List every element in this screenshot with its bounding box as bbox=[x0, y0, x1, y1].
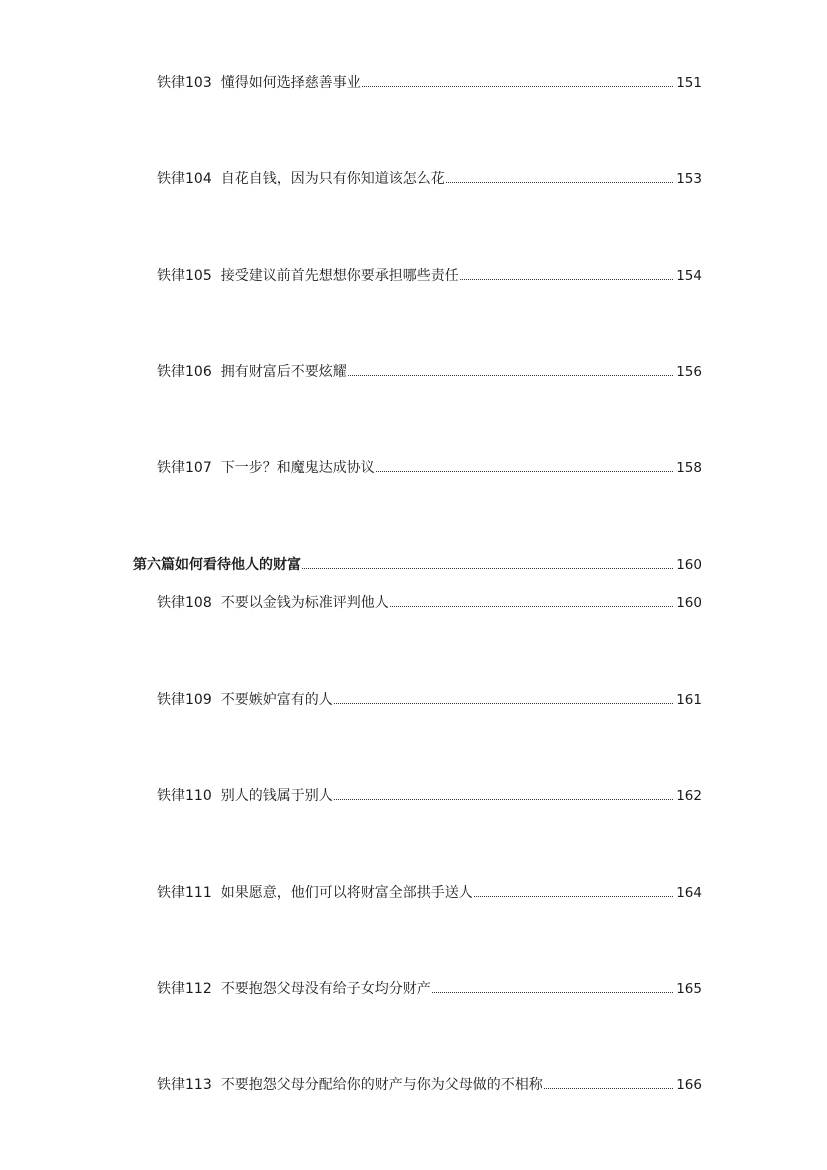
dot-leader bbox=[460, 278, 673, 280]
toc-entry-page: 164 bbox=[676, 885, 702, 901]
dot-leader bbox=[474, 895, 673, 897]
toc-entry-rule-111[interactable] bbox=[157, 883, 702, 903]
toc-entry-title: 不要抱怨父母分配给你的财产与你为父母做的不相称 bbox=[220, 1077, 543, 1093]
toc-entry-page: 158 bbox=[676, 460, 702, 476]
toc-entry-rule-105[interactable] bbox=[157, 266, 702, 286]
toc-entry-rule-106[interactable] bbox=[157, 362, 702, 382]
toc-entry-rule-112[interactable] bbox=[157, 979, 702, 999]
toc-entry-title: 接受建议前首先想想你要承担哪些责任 bbox=[220, 268, 459, 284]
toc-entry-number: 铁律105 bbox=[157, 268, 212, 284]
dot-leader bbox=[544, 1087, 673, 1089]
toc-entry-number: 铁律113 bbox=[157, 1077, 212, 1093]
toc-entry-page: 154 bbox=[676, 268, 702, 284]
dot-leader bbox=[362, 85, 673, 87]
toc-section-part-6[interactable] bbox=[133, 555, 702, 575]
dot-leader bbox=[376, 470, 673, 472]
dot-leader bbox=[390, 605, 673, 607]
toc-entry-number: 铁律109 bbox=[157, 692, 212, 708]
toc-entry-title: 拥有财富后不要炫耀 bbox=[220, 364, 347, 380]
toc-entry-number: 铁律106 bbox=[157, 364, 212, 380]
dot-leader bbox=[348, 374, 673, 376]
toc-entry-page: 151 bbox=[676, 75, 702, 91]
dot-leader bbox=[334, 798, 673, 800]
toc-entry-number: 铁律112 bbox=[157, 981, 212, 997]
toc-entry-number: 铁律108 bbox=[157, 595, 212, 611]
toc-section-title: 第六篇如何看待他人的财富 bbox=[133, 557, 301, 573]
toc-entry-rule-104[interactable] bbox=[157, 169, 702, 189]
toc-entry-title: 自花自钱，因为只有你知道该怎么花 bbox=[220, 171, 445, 187]
dot-leader bbox=[302, 567, 673, 569]
toc-entry-number: 铁律111 bbox=[157, 885, 212, 901]
toc-entry-page: 156 bbox=[676, 364, 702, 380]
toc-entry-page: 160 bbox=[676, 595, 702, 611]
toc-entry-page: 162 bbox=[676, 788, 702, 804]
toc-entry-rule-109[interactable] bbox=[157, 690, 702, 710]
toc-entry-number: 铁律107 bbox=[157, 460, 212, 476]
toc-entry-page: 160 bbox=[676, 557, 702, 573]
toc-entry-page: 153 bbox=[676, 171, 702, 187]
dot-leader bbox=[446, 181, 673, 183]
toc-entry-rule-107[interactable] bbox=[157, 458, 702, 478]
dot-leader bbox=[334, 702, 673, 704]
toc-entry-page: 166 bbox=[676, 1077, 702, 1093]
toc-entry-title: 别人的钱属于别人 bbox=[220, 788, 333, 804]
toc-entry-rule-103[interactable] bbox=[157, 73, 702, 93]
dot-leader bbox=[432, 991, 673, 993]
toc-entry-title: 不要嫉妒富有的人 bbox=[220, 692, 333, 708]
toc-entry-title: 如果愿意，他们可以将财富全部拱手送人 bbox=[220, 885, 473, 901]
toc-entry-title: 懂得如何选择慈善事业 bbox=[220, 75, 361, 91]
toc-entry-page: 165 bbox=[676, 981, 702, 997]
toc-entry-number: 铁律103 bbox=[157, 75, 212, 91]
toc-entry-title: 下一步？和魔鬼达成协议 bbox=[220, 460, 375, 476]
toc-entry-title: 不要以金钱为标准评判他人 bbox=[220, 595, 389, 611]
toc-entry-title: 不要抱怨父母没有给子女均分财产 bbox=[220, 981, 431, 997]
toc-entry-number: 铁律104 bbox=[157, 171, 212, 187]
toc-entry-rule-113[interactable] bbox=[157, 1075, 702, 1095]
toc-entry-number: 铁律110 bbox=[157, 788, 212, 804]
toc-entry-rule-110[interactable] bbox=[157, 786, 702, 806]
toc-entry-rule-108[interactable] bbox=[157, 593, 702, 613]
toc-entry-page: 161 bbox=[676, 692, 702, 708]
